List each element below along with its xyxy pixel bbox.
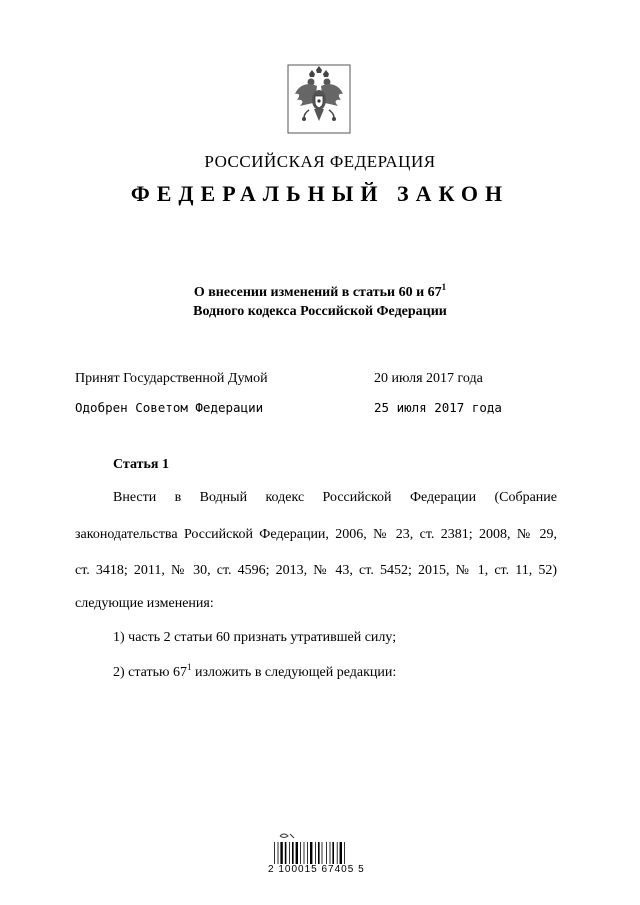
- article-item-2-superscript: 1: [186, 662, 192, 672]
- article-item-2-post: изложить в следующей редакции:: [191, 665, 397, 680]
- subject-superscript: 1: [441, 282, 447, 292]
- subject-line-2: Водного кодекса Российской Федерации: [193, 304, 447, 319]
- adoption-council-date: 25 июля 2017 года: [374, 400, 502, 415]
- article-title: Статья 1: [113, 457, 169, 472]
- adoption-council-body: Одобрен Советом Федерации: [75, 400, 264, 415]
- law-type-title: ФЕДЕРАЛЬНЫЙ ЗАКОН: [130, 181, 510, 206]
- subject-line-1-text: О внесении изменений в статьи 60 и 67: [193, 285, 442, 300]
- adoption-duma: [75, 371, 575, 387]
- adoption-duma-body: Принят Государственной Думой: [75, 371, 268, 386]
- adoption-council: [75, 400, 575, 415]
- article-item-1: 1) часть 2 статьи 60 признать утратившей силу;: [113, 630, 397, 645]
- state-emblem-icon: [287, 64, 351, 134]
- adoption-duma-date: 20 июля 2017 года: [374, 371, 483, 386]
- law-subject: [0, 283, 640, 321]
- article-intro-line-4: следующие изменения:: [75, 596, 214, 611]
- article-item-2: [113, 662, 595, 681]
- subject-line-1: [0, 283, 640, 302]
- barcode-number: 2 100015 67405 5: [268, 864, 365, 875]
- article-item-2-pre: 2) статью 67: [113, 665, 187, 680]
- article-intro-line-1: Внести в Водный кодекс Российской Федерации (Собрание: [113, 490, 557, 505]
- article-intro-line-2: законодательства Российской Федерации, 2006, № 23, ст. 2381; 2008, № 29,: [75, 527, 557, 542]
- article-intro-line-3: ст. 3418; 2011, № 30, ст. 4596; 2013, № 43, ст. 5452; 2015, № 1, ст. 11, 52): [75, 563, 557, 578]
- country-name: РОССИЙСКАЯ ФЕДЕРАЦИЯ: [204, 152, 436, 171]
